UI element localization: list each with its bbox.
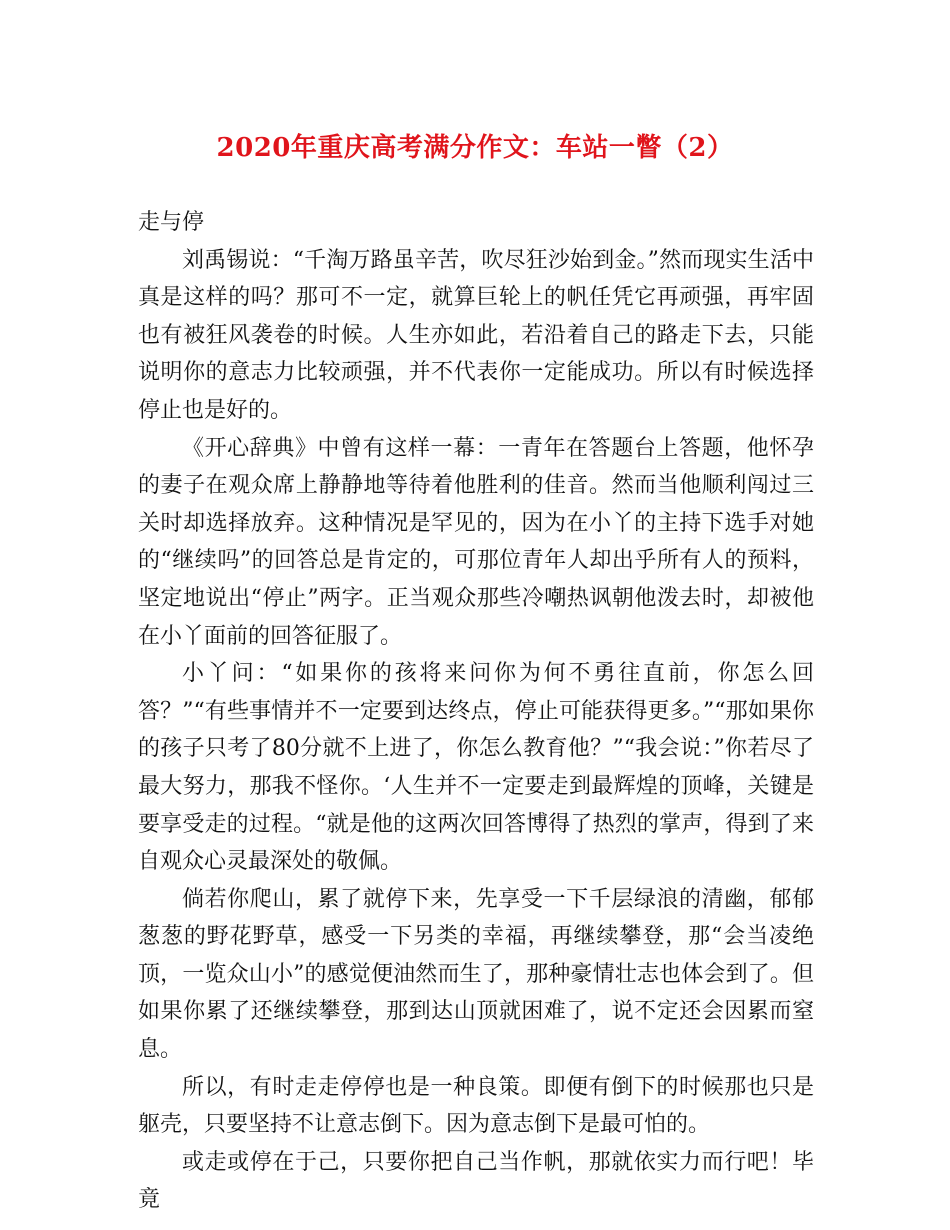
paragraph: 《开心辞典》中曾有这样一幕：一青年在答题台上答题，他怀孕的妻子在观众席上静静地等待着他胜利的佳音。然而当他顺利闯过三关时却选择放弃。这种情况是罕见的，因为在小丫的主持下选手对她的“继续吗”的回答总是肯定的，可那位青年人却出乎所有人的预料，坚定地说出“停止”两字。正当观众那些冷嘲热讽朝他泼去时，却被他在小丫面前的回答征服了。: [138, 435, 814, 649]
paragraph: 或走或停在于己，只要你把自己当作帆，那就依实力而行吧！毕竟: [138, 1149, 814, 1213]
paragraph: 刘禹锡说：“千淘万路虽辛苦，吹尽狂沙始到金。”然而现实生活中真是这样的吗？那可不一定，就算巨轮上的帆任凭它再顽强，再牢固也有被狂风袭卷的时候。人生亦如此，若沿着自己的路走下去，只能说明你的意志力比较顽强，并不代表你一定能成功。所以有时候选择停止也是好的。: [138, 247, 814, 423]
paragraph: 小丫问：“如果你的孩将来问你为何不勇往直前，你怎么回答？”“有些事情并不一定要到达终点，停止可能获得更多。”“那如果你的孩子只考了80分就不上进了，你怎么教育他？”“我会说：”你若尽了最大努力，那我不怪你。‘人生并不一定要走到最辉煌的顶峰，关键是要享受走的过程。“就是他的这两次回答博得了热烈的掌声，得到了来自观众心灵最深处的敬佩。: [138, 661, 814, 875]
section-subtitle: 走与停: [138, 210, 205, 235]
paragraph: 倘若你爬山，累了就停下来，先享受一下千层绿浪的清幽，郁郁葱葱的野花野草，感受一下另类的幸福，再继续攀登，那“会当凌绝顶，一览众山小”的感觉便油然而生了，那种豪情壮志也体会到了。但如果你累了还继续攀登，那到达山顶就困难了，说不定还会因累而窒息。: [138, 886, 814, 1063]
paragraph: 所以，有时走走停停也是一种良策。即便有倒下的时候那也只是躯壳，只要坚持不让意志倒下。因为意志倒下是最可怕的。: [138, 1074, 814, 1138]
document-title: 2020年重庆高考满分作文：车站一瞥（2）: [216, 133, 734, 163]
document-body: [138, 204, 814, 1219]
